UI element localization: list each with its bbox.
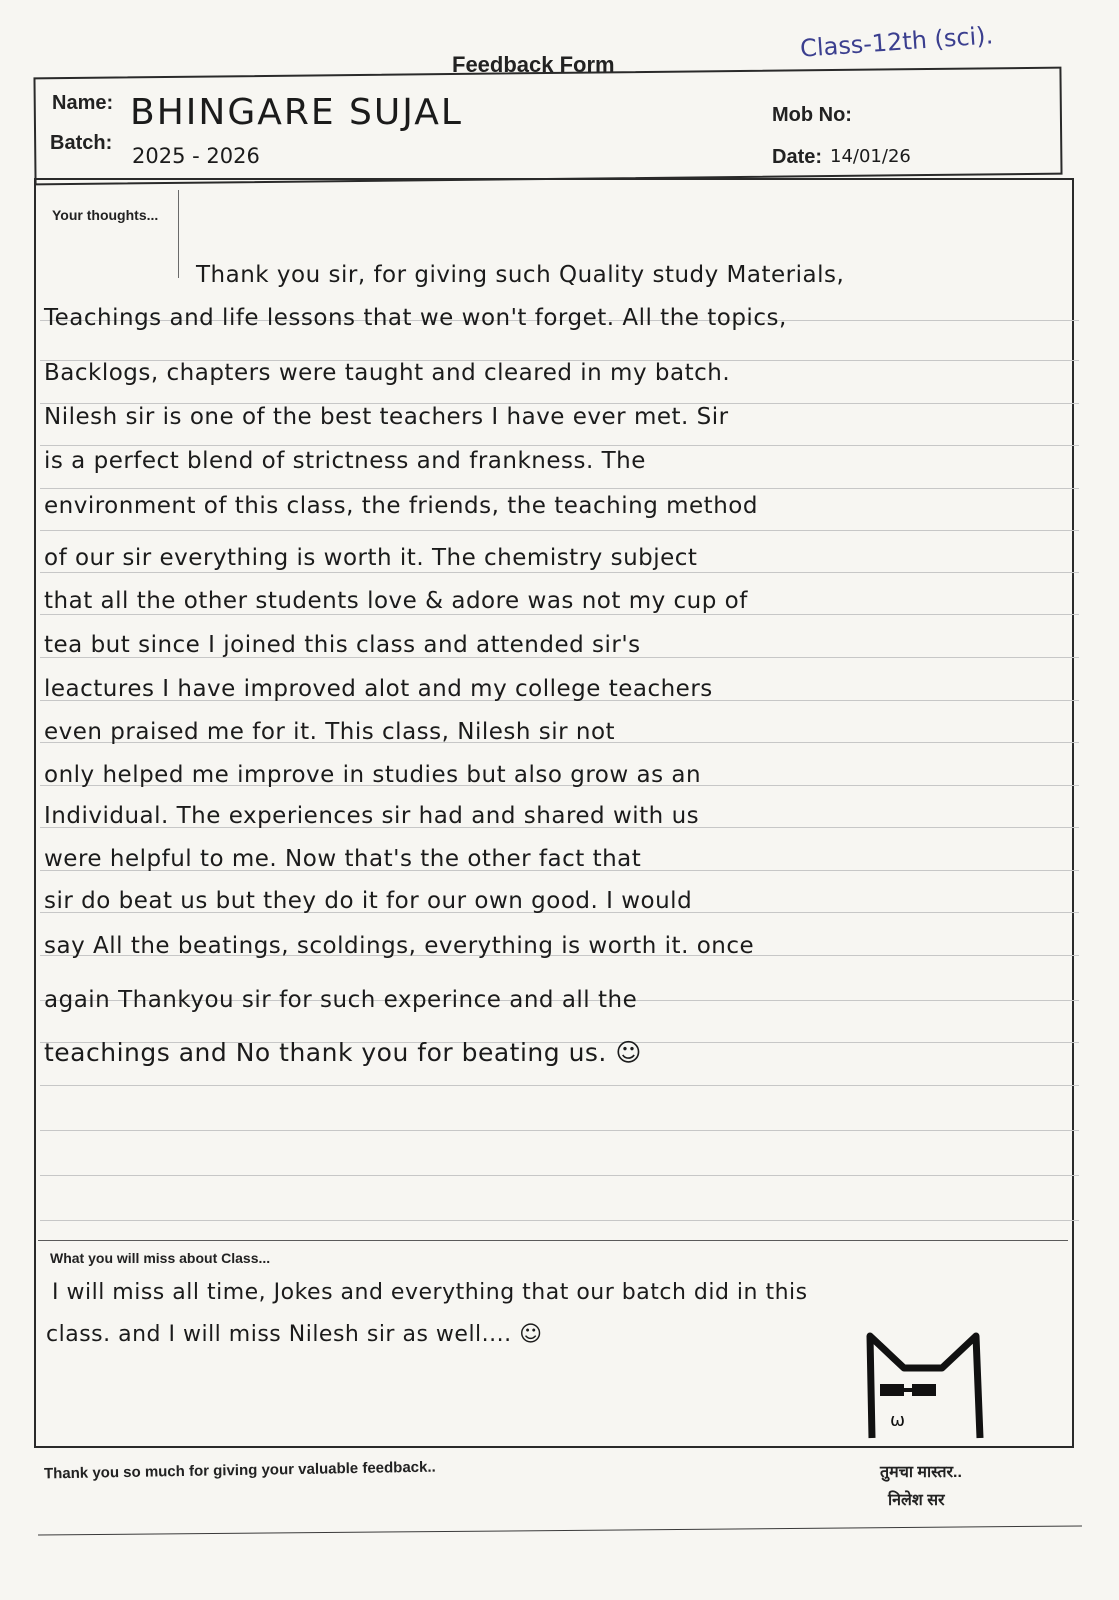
thoughts-line: of our sir everything is worth it. The chemistry subject — [44, 545, 698, 571]
miss-line: class. and I will miss Nilesh sir as well.... ☺ — [46, 1322, 543, 1347]
miss-label: What you will miss about Class... — [50, 1250, 271, 1266]
batch-label: Batch: — [50, 132, 113, 154]
thoughts-line: Individual. The experiences sir had and shared with us — [44, 803, 700, 829]
miss-divider — [38, 1240, 1068, 1241]
thoughts-line: Thank you sir, for giving such Quality study Materials, — [196, 262, 845, 288]
name-label: Name: — [52, 92, 114, 114]
date-label: Date: — [772, 146, 823, 168]
thoughts-line: leactures I have improved alot and my college teachers — [44, 676, 713, 702]
thoughts-line: tea but since I joined this class and attended sir's — [44, 632, 641, 658]
class-note: Class-12th (sci). — [799, 21, 995, 63]
thoughts-label: Your thoughts... — [52, 207, 159, 223]
thoughts-line: say All the beatings, scoldings, everything is worth it. once — [44, 933, 755, 959]
cat-doodle — [864, 1330, 984, 1440]
thoughts-line: again Thankyou sir for such experince and all the — [44, 987, 638, 1013]
signature-line-2: निलेश सर — [888, 1492, 945, 1509]
mob-label: Mob No: — [772, 104, 852, 126]
thoughts-line: Backlogs, chapters were taught and cleared in my batch. — [44, 360, 731, 386]
svg-text:ω: ω — [890, 1410, 906, 1431]
thoughts-line: environment of this class, the friends, the teaching method — [44, 493, 758, 519]
form-title: Feedback Form — [452, 52, 615, 77]
thoughts-label-divider — [178, 190, 179, 278]
thoughts-line: even praised me for it. This class, Nilesh sir not — [44, 719, 616, 745]
thoughts-line: Teachings and life lessons that we won't forget. All the topics, — [44, 305, 787, 331]
name-value: BHINGARE SUJAL — [130, 92, 463, 133]
thoughts-line: Nilesh sir is one of the best teachers I have ever met. Sir — [44, 404, 729, 430]
miss-line: I will miss all time, Jokes and everything that our batch did in this — [52, 1280, 808, 1305]
thoughts-line: teachings and No thank you for beating us. ☺ — [44, 1038, 642, 1067]
thoughts-line: only helped me improve in studies but also grow as an — [44, 762, 702, 788]
signature-line-1: तुमचा मास्तर.. — [880, 1464, 962, 1481]
footer-thanks: Thank you so much for giving your valuable feedback.. — [43, 1458, 436, 1483]
batch-value: 2025 - 2026 — [132, 144, 260, 168]
thoughts-line: is a perfect blend of strictness and frankness. The — [44, 448, 646, 474]
footer-divider — [38, 1525, 1082, 1535]
thoughts-line: were helpful to me. Now that's the other fact that — [44, 846, 642, 872]
date-value: 14/01/26 — [830, 146, 911, 167]
thoughts-line: sir do beat us but they do it for our own good. I would — [44, 888, 693, 914]
thoughts-line: that all the other students love & adore was not my cup of — [44, 588, 748, 614]
